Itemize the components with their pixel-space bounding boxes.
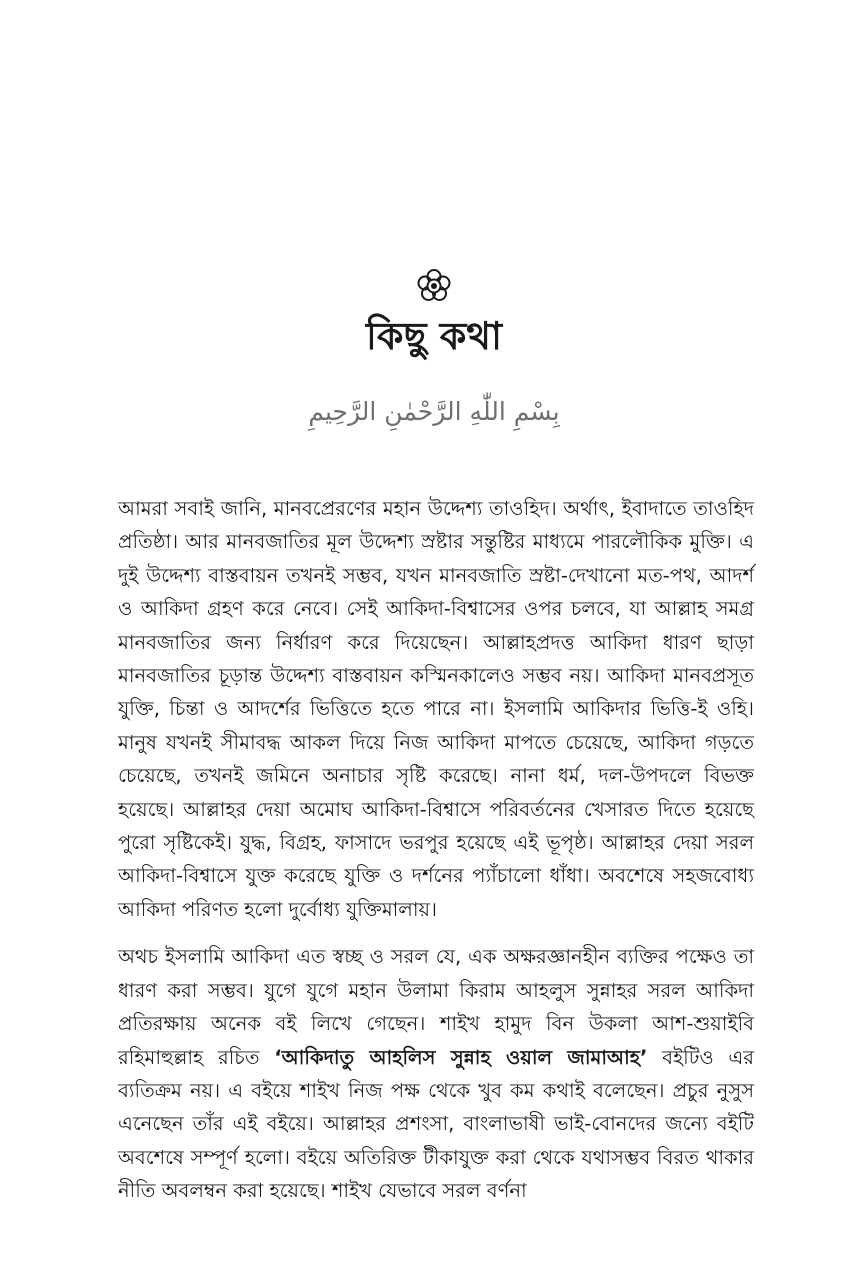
paragraph-2-text-after: বইটিও এর ব্যতিক্রম নয়। এ বইয়ে শাইখ নিজ পক্ষ থেকে খুব কম কথাই বলেছেন। প্রচুর নুসুস এনেছেন তাঁর এই বইয়ে। আল্লাহর প্রশংসা, বাংলাভাষী ভাই-বোনদের জন্যে বইটি অবশেষে সম্পূর্ণ হলো। বইয়ে অতিরিক্ত টীকাযুক্ত করা থেকে যথাসম্ভব বিরত থাকার নীতি অবলম্বন করা হয়েছে। শাইখ যেভাবে সরল বর্ণনা	[118, 1045, 754, 1203]
body-text	[118, 492, 754, 1208]
paragraph-1: আমরা সবাই জানি, মানবপ্রেরণের মহান উদ্দেশ্য তাওহিদ। অর্থাৎ, ইবাদাতে তাওহিদ প্রতিষ্ঠা। আর মানবজাতির মূল উদ্দেশ্য স্রষ্টার সন্তুষ্টির মাধ্যমে পারলৌকিক মুক্তি। এ দুই উদ্দেশ্য বাস্তবায়ন তখনই সম্ভব, যখন মানবজাতি স্রষ্টা-দেখানো মত-পথ, আদর্শ ও আকিদা গ্রহণ করে নেবে। সেই আকিদা-বিশ্বাসের ওপর চলবে, যা আল্লাহ সমগ্র মানবজাতির জন্য নির্ধারণ করে দিয়েছেন। আল্লাহপ্রদত্ত আকিদা ধারণ ছাড়া মানবজাতির চূড়ান্ত উদ্দেশ্য বাস্তবায়ন কস্মিনকালেও সম্ভব নয়। আকিদা মানবপ্রসূত যুক্তি, চিন্তা ও আদর্শের ভিত্তিতে হতে পারে না। ইসলামি আকিদার ভিত্তি-ই ওহি। মানুষ যখনই সীমাবদ্ধ আকল দিয়ে নিজ আকিদা মাপতে চেয়েছে, আকিদা গড়তে চেয়েছে, তখনই জমিনে অনাচার সৃষ্টি করেছে। নানা ধর্ম, দল-উপদলে বিভক্ত হয়েছে। আল্লাহর দেয়া অমোঘ আকিদা-বিশ্বাসে পরিবর্তনের খেসারত দিতে হয়েছে পুরো সৃষ্টিকেই। যুদ্ধ, বিগ্রহ, ফাসাদে ভরপুর হয়েছে এই ভূপৃষ্ঠ। আল্লাহর দেয়া সরল আকিদা-বিশ্বাসে যুক্ত করেছে যুক্তি ও দর্শনের প্যাঁচালো ধাঁধা। অবশেষে সহজবোধ্য আকিদা পরিণত হলো দুর্বোধ্য যুক্তিমালায়।	[118, 497, 754, 921]
book-title: ‘আকিদাতু আহলিস সুন্নাহ ওয়াল জামাআহ’	[274, 1045, 648, 1069]
paragraph-2	[118, 940, 754, 1207]
paragraph-2-text-before: অথচ ইসলামি আকিদা এত স্বচ্ছ ও সরল যে, এক অক্ষরজ্ঞানহীন ব্যক্তির পক্ষেও তা ধারণ করা সম্ভব। যুগে যুগে মহান উলামা কিরাম আহলুস সুন্নাহর সরল আকিদা প্রতিরক্ষায় অনেক বই লিখে গেছেন। শাইখ হামুদ বিন উকলা আশ-শুয়াইবি রহিমাহুল্লাহ রচিত	[118, 945, 754, 1069]
page-title: কিছু কথা	[366, 314, 502, 358]
flower-ornament-icon	[414, 266, 454, 306]
basmala-heading: بِسْمِ اللّٰهِ الرَّحْمٰنِ الرَّحِيمِ	[308, 397, 560, 426]
